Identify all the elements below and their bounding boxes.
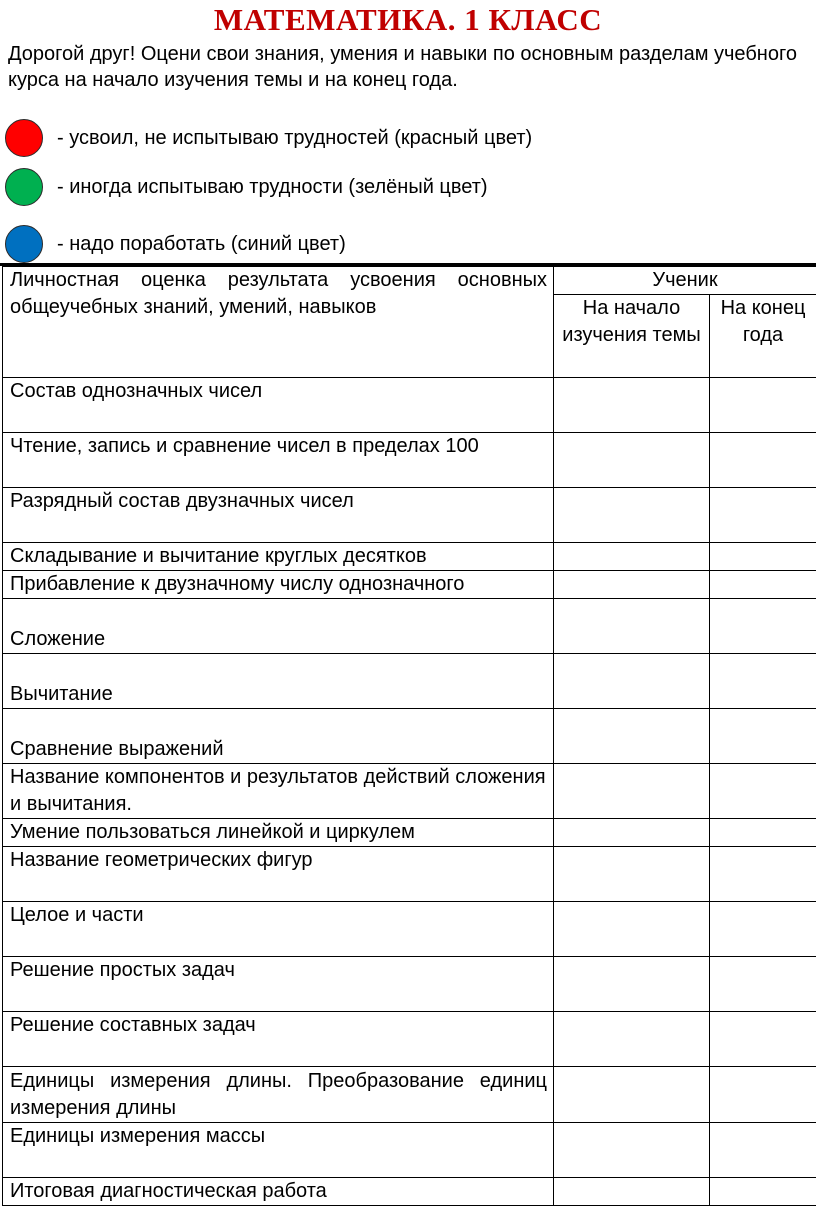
page-title: МАТЕМАТИКА. 1 КЛАСС — [0, 2, 816, 38]
skill-cell: Название геометрических фигур — [3, 847, 554, 902]
skill-cell: Итоговая диагностическая работа — [3, 1178, 554, 1206]
start-rating-cell[interactable] — [554, 1012, 710, 1067]
end-rating-cell[interactable] — [710, 654, 816, 709]
header-skill-column: Личностная оценка результата усвоения основных общеучебных знаний, умений, навыков — [3, 267, 554, 378]
start-rating-cell[interactable] — [554, 709, 710, 764]
legend-item-red — [5, 118, 532, 158]
end-rating-cell[interactable] — [710, 1067, 816, 1123]
start-rating-cell[interactable] — [554, 1178, 710, 1206]
end-rating-cell[interactable] — [710, 543, 816, 571]
skill-cell: Единицы измерения длины. Преобразование единиц измерения длины — [3, 1067, 554, 1123]
table-header-row — [3, 267, 816, 295]
start-rating-cell[interactable] — [554, 599, 710, 654]
table-row — [3, 1123, 816, 1178]
skill-cell: Решение составных задач — [3, 1012, 554, 1067]
start-rating-cell[interactable] — [554, 1067, 710, 1123]
skill-cell: Умение пользоваться линейкой и циркулем — [3, 819, 554, 847]
header-student: Ученик — [554, 267, 816, 295]
green-circle-icon — [5, 168, 43, 206]
start-rating-cell[interactable] — [554, 902, 710, 957]
red-circle-icon — [5, 119, 43, 157]
start-rating-cell[interactable] — [554, 488, 710, 543]
legend-label: - усвоил, не испытываю трудностей (красный цвет) — [57, 127, 532, 150]
assessment-table — [2, 266, 816, 1206]
skill-cell: Единицы измерения массы — [3, 1123, 554, 1178]
end-rating-cell[interactable] — [710, 1123, 816, 1178]
table-row — [3, 488, 816, 543]
start-rating-cell[interactable] — [554, 433, 710, 488]
table-row — [3, 378, 816, 433]
table-row — [3, 433, 816, 488]
end-rating-cell[interactable] — [710, 599, 816, 654]
start-rating-cell[interactable] — [554, 764, 710, 819]
blue-circle-icon — [5, 225, 43, 263]
end-rating-cell[interactable] — [710, 764, 816, 819]
end-rating-cell[interactable] — [710, 378, 816, 433]
legend-label: - иногда испытываю трудности (зелёный цвет) — [57, 176, 488, 199]
skill-cell: Сравнение выражений — [3, 709, 554, 764]
end-rating-cell[interactable] — [710, 488, 816, 543]
skill-cell: Решение простых задач — [3, 957, 554, 1012]
legend-label: - надо поработать (синий цвет) — [57, 233, 346, 256]
end-rating-cell[interactable] — [710, 433, 816, 488]
table-row — [3, 1067, 816, 1123]
end-rating-cell[interactable] — [710, 819, 816, 847]
start-rating-cell[interactable] — [554, 957, 710, 1012]
table-row — [3, 764, 816, 819]
skill-cell: Чтение, запись и сравнение чисел в пределах 100 — [3, 433, 554, 488]
end-rating-cell[interactable] — [710, 902, 816, 957]
skill-cell: Целое и части — [3, 902, 554, 957]
start-rating-cell[interactable] — [554, 819, 710, 847]
end-rating-cell[interactable] — [710, 1178, 816, 1206]
table-row — [3, 847, 816, 902]
intro-text: Дорогой друг! Оцени свои знания, умения и навыки по основным разделам учебного курса на начало изучения темы и на конец года. — [8, 41, 814, 93]
start-rating-cell[interactable] — [554, 847, 710, 902]
table-row — [3, 709, 816, 764]
legend-item-green — [5, 167, 488, 207]
table-row — [3, 902, 816, 957]
table-row — [3, 957, 816, 1012]
start-rating-cell[interactable] — [554, 1123, 710, 1178]
skill-cell: Вычитание — [3, 654, 554, 709]
header-start-of-topic: На начало изучения темы — [554, 295, 710, 378]
skill-cell: Состав однозначных чисел — [3, 378, 554, 433]
skill-cell: Сложение — [3, 599, 554, 654]
table-row — [3, 599, 816, 654]
skill-cell: Разрядный состав двузначных чисел — [3, 488, 554, 543]
table-row — [3, 571, 816, 599]
skill-cell: Название компонентов и результатов действий сложения и вычитания. — [3, 764, 554, 819]
skill-cell: Прибавление к двузначному числу однозначного — [3, 571, 554, 599]
table-row — [3, 819, 816, 847]
header-end-of-year: На конец года — [710, 295, 816, 378]
table-row — [3, 1178, 816, 1206]
legend-item-blue — [5, 224, 346, 264]
start-rating-cell[interactable] — [554, 378, 710, 433]
start-rating-cell[interactable] — [554, 543, 710, 571]
skill-cell: Складывание и вычитание круглых десятков — [3, 543, 554, 571]
start-rating-cell[interactable] — [554, 654, 710, 709]
table-row — [3, 1012, 816, 1067]
end-rating-cell[interactable] — [710, 1012, 816, 1067]
table-row — [3, 654, 816, 709]
start-rating-cell[interactable] — [554, 571, 710, 599]
end-rating-cell[interactable] — [710, 571, 816, 599]
end-rating-cell[interactable] — [710, 957, 816, 1012]
end-rating-cell[interactable] — [710, 709, 816, 764]
end-rating-cell[interactable] — [710, 847, 816, 902]
table-row — [3, 543, 816, 571]
